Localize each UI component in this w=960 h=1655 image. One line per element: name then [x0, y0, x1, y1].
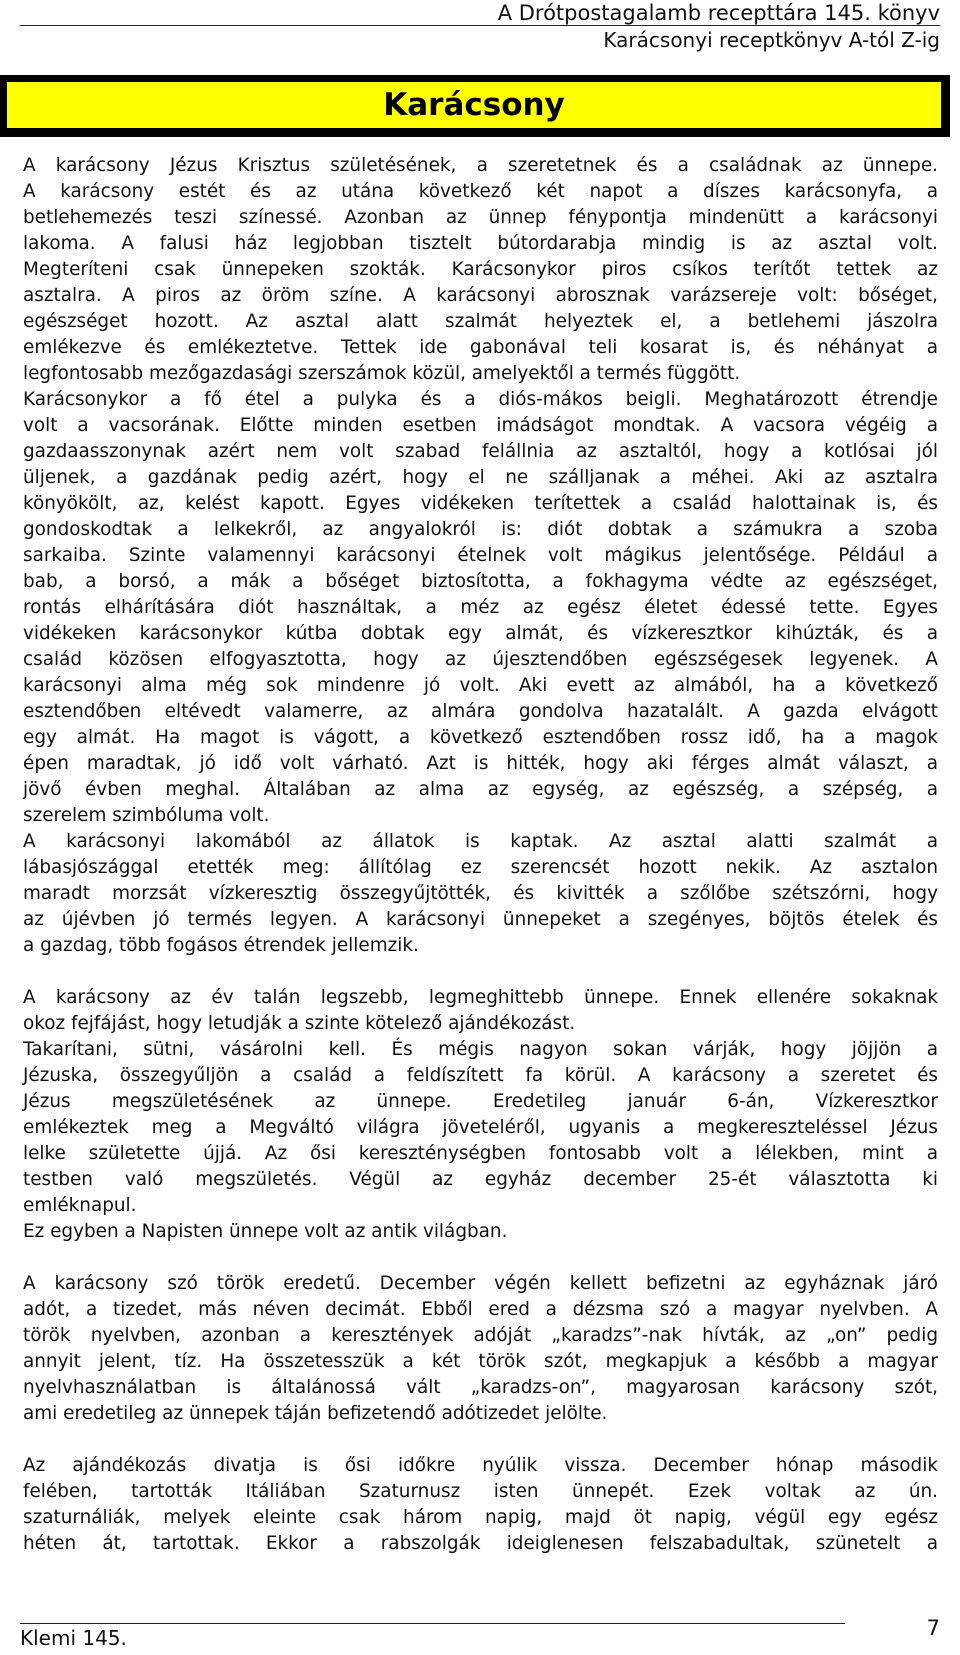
running-header [0, 0, 940, 54]
text-line: az újévben jó termés legyen. A karácsonyi ünnepeket a szegényes, böjtös ételek és [23, 909, 938, 930]
text-line: Takarítani, sütni, vásárolni kell. És mégis nagyon sokan várják, hogy jöjjön a [23, 1039, 938, 1060]
text-line: a gazdag, több fogásos étrendek jellemzik. [23, 935, 419, 956]
text-line: esztendőben eltévedt valamerre, az almára gondolva hazatalált. A gazda elvágott [23, 701, 938, 722]
text-line: bab, a borsó, a mák a bőséget biztosította, a fokhagyma védte az egészséget, [23, 571, 938, 592]
text-line: Jézuska, összegyűljön a család a feldíszített fa körül. A karácsony a szeretet és [23, 1065, 938, 1086]
text-line: A karácsony estét és az utána következő két napot a díszes karácsonyfa, a [23, 181, 938, 202]
text-line: felében, tartották Itáliában Szaturnusz isten ünnepét. Ezek voltak az ún. [23, 1481, 938, 1502]
text-line: török nyelvben, azonban a keresztények adóját „karadzs”-nak hívták, az „on” pedig [23, 1325, 938, 1346]
text-line: lábasjószággal etették meg: állítólag ez szerencsét hozott nekik. Az asztalon [23, 857, 938, 878]
text-line: épen maradtak, jó idő volt várható. Azt is hitték, hogy aki férges almát választ, a [23, 753, 938, 774]
text-line: emléknapul. [23, 1195, 137, 1216]
text-line: annyit jelent, tíz. Ha összetesszük a két török szót, megkapjuk a később a magyar [23, 1351, 938, 1372]
text-line: A karácsony Jézus Krisztus születésének, a szeretetnek és a családnak az ünnepe. [23, 155, 938, 176]
text-line: család közösen elfogyasztotta, hogy az újesztendőben egészségesek legyenek. A [23, 649, 938, 670]
text-line: rontás elhárítására diót használtak, a méz az egész életet édessé tette. Egyes [23, 597, 938, 618]
footer-label: Klemi 145. [20, 1626, 127, 1650]
text-line: üljenek, a gazdának pedig azért, hogy el ne szálljanak a méhei. Aki az asztalra [23, 467, 938, 488]
text-line: ami eredetileg az ünnepek táján befizetendő adótizedet jelölte. [23, 1403, 608, 1424]
text-line: sarkaiba. Szinte valamennyi karácsonyi ételnek volt mágikus jelentősége. Például a [23, 545, 938, 566]
text-line: A karácsonyi lakomából az állatok is kaptak. Az asztal alatti szalmát a [23, 831, 938, 852]
text-line: héten át, tartottak. Ekkor a rabszolgák ideiglenesen felszabadultak, szünetelt a [23, 1533, 938, 1554]
header-book-title: A Drótpostagalamb recepttára 145. könyv [497, 1, 940, 25]
text-line: A karácsony az év talán legszebb, legmeghittebb ünnepe. Ennek ellenére sokaknak [23, 987, 938, 1008]
text-line: nyelvhasználatban is általánossá vált „karadzs-on”, magyarosan karácsony szót, [23, 1377, 938, 1398]
footer-rule [20, 1623, 845, 1624]
text-line: lelke születette újjá. Az ősi kereszténységben fontosabb volt a lélekben, mint a [23, 1143, 938, 1164]
text-line: legfontosabb mezőgazdasági szerszámok közül, amelyektől a termés függött. [23, 363, 741, 384]
text-line: gondoskodtak a lelkekről, az angyalokról is: diót dobtak a számukra a szoba [23, 519, 938, 540]
text-line: Megteríteni csak ünnepeken szokták. Karácsonykor piros csíkos terítőt tettek az [23, 259, 938, 280]
text-line: szerelem szimbóluma volt. [23, 805, 270, 826]
text-line: jövő évben meghal. Általában az alma az egység, az egészség, a szépség, a [23, 779, 938, 800]
text-line: lakoma. A falusi ház legjobban tisztelt bútordarabja mindig is az asztal volt. [23, 233, 938, 254]
paragraph-gap [23, 1245, 938, 1271]
page-title: Karácsony [4, 79, 944, 131]
text-line: A karácsony szó török eredetű. December végén kellett befizetni az egyháznak járó [23, 1273, 938, 1294]
text-line: okoz fejfájást, hogy letudják a szinte kötelező ajándékozást. [23, 1013, 576, 1034]
text-line: egészséget hozott. Az asztal alatt szalmát helyeztek el, a betlehemi jászolra [23, 311, 938, 332]
text-line: karácsonyi alma még sok mindenre jó volt. Aki evett az almából, ha a következő [23, 675, 938, 696]
text-line: Jézus megszületésének az ünnepe. Eredetileg január 6-án, Vízkeresztkor [23, 1091, 938, 1112]
text-line: testben való megszületés. Végül az egyház december 25-ét választotta ki [23, 1169, 938, 1190]
text-line: Karácsonykor a fő étel a pulyka és a diós-mákos beigli. Meghatározott étrendje [23, 389, 938, 410]
text-line: betlehemezés teszi színessé. Azonban az ünnep fénypontja mindenütt a karácsonyi [23, 207, 938, 228]
text-line: volt a vacsorának. Előtte minden esetben imádságot mondtak. A vacsora végéig a [23, 415, 938, 436]
text-line: maradt morzsát vízkeresztig összegyűjtötték, és kivitték a szőlőbe szétszórni, hogy [23, 883, 938, 904]
text-line: emlékezve és emlékeztetve. Tettek ide gabonával teli kosarat is, és néhányat a [23, 337, 938, 358]
header-subtitle: Karácsonyi receptkönyv A-tól Z-ig [603, 28, 940, 52]
paragraph-gap [23, 959, 938, 985]
page-number: 7 [926, 1616, 940, 1640]
text-line: vidékeken karácsonykor kútba dobtak egy almát, és vízkeresztkor kihúzták, és a [23, 623, 938, 644]
text-line: gazdaasszonynak azért nem volt szabad felállnia az asztaltól, hogy a kotlósai jól [23, 441, 938, 462]
body-text [23, 153, 938, 1557]
text-line: könyökölt, az, kelést kapott. Egyes vidékeken terítettek a család halottainak is, és [23, 493, 938, 514]
header-rule [20, 25, 940, 26]
text-line: asztalra. A piros az öröm színe. A karácsonyi abrosznak varázsereje volt: bőséget, [23, 285, 938, 306]
text-line: egy almát. Ha magot is vágott, a következő esztendőben rossz idő, ha a magok [23, 727, 938, 748]
paragraph-gap [23, 1427, 938, 1453]
text-line: emlékeztek meg a Megváltó világra jöveteléről, ugyanis a megkereszteléssel Jézus [23, 1117, 938, 1138]
text-line: Ez egyben a Napisten ünnepe volt az antik világban. [23, 1221, 508, 1242]
text-line: Az ajándékozás divatja is ősi időkre nyúlik vissza. December hónap második [23, 1455, 938, 1476]
title-banner [0, 75, 950, 137]
text-line: adót, a tizedet, más néven decimát. Ebből ered a dézsma szó a magyar nyelvben. A [23, 1299, 938, 1320]
text-line: szaturnáliák, melyek eleinte csak három napig, majd öt napig, végül egy egész [23, 1507, 938, 1528]
